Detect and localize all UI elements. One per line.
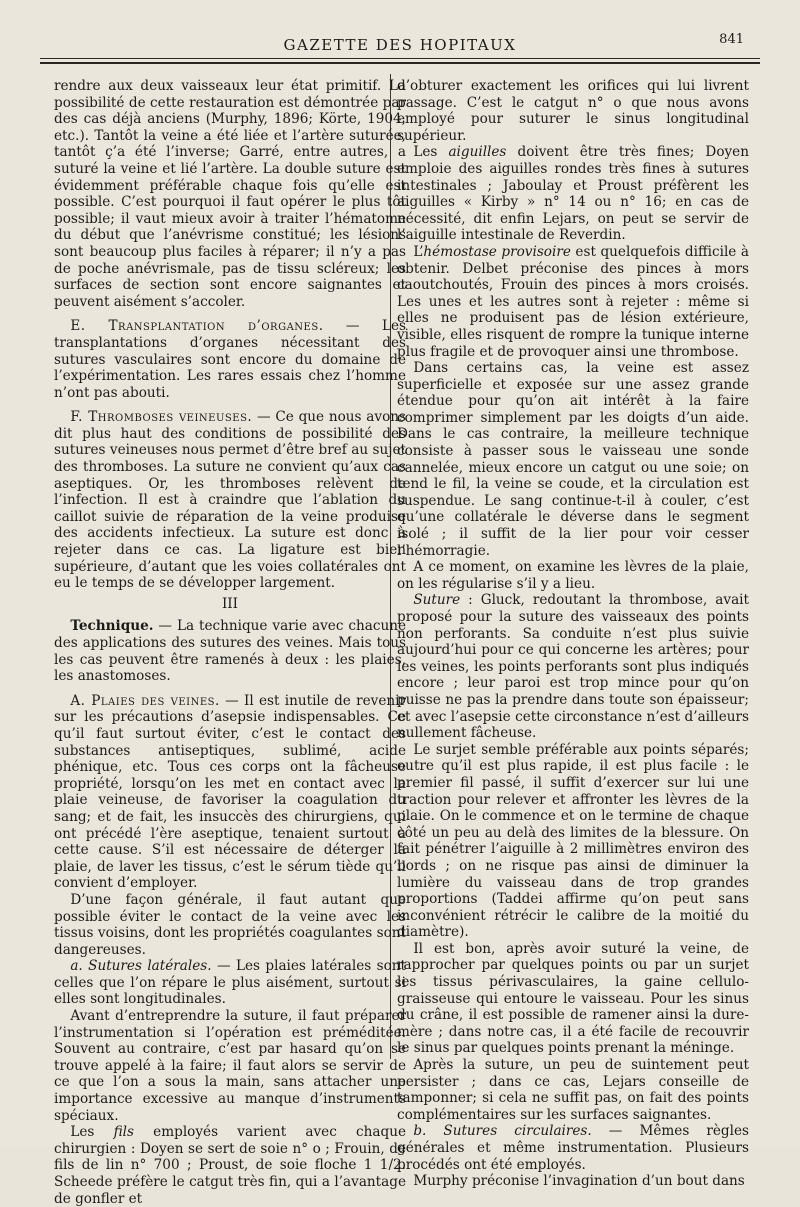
paragraph-text: — La technique varie avec chacune des applications des sutures des veines. Mais tous les cas peuvent être ramenés à deux : les plaies, les anastomoses. [54,618,406,685]
paragraph: Avant d’entreprendre la suture, il faut préparer l’instrumentation si l’opération est préméditée. Souvent au contraire, c’est par hasard qu’on se trouve appelé à la faire; il faut alors se servir de ce que l’on a sous la main, sans attacher une importance excessive au manque d’instruments spéciaux. [54,1008,406,1124]
page-header [0,30,800,60]
paragraph: Il est bon, après avoir suturé la veine, de rapprocher par quelques points ou par un surjet les tissus périvasculaires, la gaine cellulo-graisseuse qui entoure le vaisseau. Pour les sinus du crâne, il est possible de ramener ainsi la dure-mère ; dans notre cas, il a été facile de recouvrir le sinus par quelques points prenant la méninge. [397,940,749,1057]
emphasis: aiguilles [448,144,507,161]
paragraph-text: employés varient avec chaque chirurgien : Doyen se sert de soie n° o ; Frouin, de fils de lin n° 700 ; Proust, de soie floche 1 1/2. Scheede préfère le catgut très fin, qui a l’avantage de gonfler et [54,1124,406,1207]
paragraph-text: L’ [413,243,424,260]
paragraph-hemostase [397,244,749,360]
journal-title: GAZETTE DES HOPITAUX [283,36,517,54]
paragraph: Dans certains cas, la veine est assez superficielle et exposée sur une assez grande étendue pour qu’on ait intérêt à la faire comprimer simplement par les doigts d’un aide. Dans le cas contraire, la meilleure technique consiste à passer sous le vaisseau une sonde cannelée, mieux encore un catgut ou une soie; on tend le fil, la veine se coude, et la circulation est suspendue. Le sang continue-t-il à couler, c’est qu’une collatérale le déverse dans le segment isolé ; il suffit de la lier pour voir cesser l’hémorragie. [397,360,749,559]
paragraph-technique [54,618,406,684]
paragraph-transplantation [54,318,406,401]
paragraph: A ce moment, on examine les lèvres de la plaie, on les régularise s’il y a lieu. [397,559,749,592]
section-heading: F. Thromboses veineuses. [70,409,253,426]
header-rule-thin [40,58,760,59]
section-number: III [221,595,239,612]
section-heading: Technique. [70,618,154,635]
section-heading: E. Transplantation d’organes. [70,318,324,335]
emphasis: hémostase provisoire [423,243,571,260]
paragraph-thromboses [54,409,406,592]
paragraph: rendre aux deux vaisseaux leur état primitif. La possibilité de cette restauration est démontrée par des cas déjà anciens (Murphy, 1896; Körte, 1904, etc.). Tantôt la veine a été liée et l’artère suturée, tantôt ç’a été l’inverse; Garré, entre autres, a suturé la veine et lié l’artère. La double suture est évidemment préférable chaque fois qu’elle est possible. C’est pourquoi il faut opérer le plus tôt possible; il vaut mieux avoir à traiter l’hématome du début que l’anévrisme constitué; les lésions sont beaucoup plus faciles à réparer; il n’y a pas de poche anévrismale, pas de tissu scléreux; les surfaces de section sont encore saignantes et peuvent aisément s’accoler. [54,78,406,310]
subsection-heading: a. Sutures latérales. [70,958,212,975]
paragraph-text: — Ce que nous avons dit plus haut des conditions de possibilité des sutures veineuses nous permet d’être bref au sujet des thromboses. La suture ne convient qu’aux cas aseptiques. Or, les thromboses relèvent de l’infection. Il est à craindre que l’ablation du caillot suivie de réparation de la veine produise des accidents infectieux. La suture est donc à rejeter dans ce cas. La ligature est bien supérieure, d’autant que les voies collatérales ont eu le temps de se développer largement. [54,409,406,592]
emphasis: fils [113,1124,134,1141]
left-column [54,78,406,1207]
paragraph-text: Les [70,1124,114,1141]
paragraph-fils [54,1124,406,1207]
paragraph-text: — Il est inutile de revenir sur les précautions d’asepsie indispensables. Ce qu’il faut surtout éviter, c’est le contact des substances antiseptiques, sublimé, acide phénique, etc. Tous ces corps ont la fâcheuse propriété, lorsqu’on les met en contact avec la plaie veineuse, de favoriser la coagulation du sang; et de fait, les insuccès des chirurgiens, qui ont précédé l’ère aseptique, tenaient surtout à cette cause. S’il est nécessaire de déterger la plaie, de laver les tissus, c’est le sérum tiède qu’il convient d’employer. [54,692,406,892]
subsection-heading: b. Sutures circulaires. [413,1123,592,1140]
paragraph: D’une façon générale, il faut autant que possible éviter le contact de la veine avec les tissus voisins, dont les propriétés coagulantes sont dangereuses. [54,891,406,958]
section-heading: A. Plaies des veines. [70,692,220,709]
paragraph-suture [397,592,749,741]
header-rule-thick [40,62,760,64]
paragraph-plaies [54,693,406,892]
paragraph: Après la suture, un peu de suintement peut persister ; dans ce cas, Lejars conseille de tamponner; si cela ne suffit pas, on fait des points complémentaires sur les surfaces saignantes. [397,1057,749,1123]
paragraph: Le surjet semble préférable aux points séparés; outre qu’il est plus rapide, il est plus facile : le premier fil passé, il suffit d’exercer sur lui une traction pour relever et affronter les lèvres de la plaie. On le commence et on le termine de chaque côté un peu au delà des limites de la blessure. On fait pénétrer l’aiguille à 2 millimètres environ des bords ; on ne risque pas ainsi de diminuer la lumière du vaisseau dans de trop grandes proportions (Taddei affirme qu’on peut sans inconvénient rétrécir le calibre de la moitié du diamètre). [397,741,749,941]
paragraph-text: — Mêmes règles générales et même instrumentation. Plusieurs procédés ont été employés. [397,1123,750,1173]
paragraph-text: Les [413,144,449,161]
page-number: 841 [719,32,744,47]
paragraph-text: — Les transplantations d’organes nécessitant des sutures vasculaires sont encore du domaine de l’expérimentation. Les rares essais chez l’homme n’ont pas abouti. [54,318,406,401]
right-column [397,78,749,1190]
paragraph: Murphy préconise l’invagination d’un bout dans [413,1173,745,1190]
paragraph-sutures-circulaires [397,1123,749,1173]
paragraph-text: est quelquefois difficile à obtenir. Delbet préconise des pinces à mors caoutchoutés, Frouin des pinces à mors croisés. Les unes et les autres sont à rejeter : même si elles ne produisent pas de lésion extérieure, visible, elles risquent de rompre la tunique interne plus fragile et de provoquer ainsi une thrombose. [397,243,749,360]
paragraph-aiguilles [397,144,749,244]
paragraph-text: : Gluck, redoutant la thrombose, avait proposé pour la suture des vaisseaux des points non perforants. Sa conduite n’est plus suivie aujourd’hui pour ce qui concerne les artères; pour les veines, les points perforants sont plus indiqués encore ; leur paroi est trop mince pour qu’on puisse ne pas la prendre dans toute son épaisseur; et avec l’asepsie cette circonstance n’est d’ailleurs nullement fâcheuse. [397,592,749,742]
paragraph: d’obturer exactement les orifices qui lui livrent passage. C’est le catgut n° o que nous avons employé pour suturer le sinus longitudinal supérieur. [397,78,749,144]
paragraph-text: doivent être très fines; Doyen emploie des aiguilles rondes très fines à sutures intestinales ; Jaboulay et Proust préfèrent les aiguilles « Kirby » n° 14 ou n° 16; en cas de nécessité, dit enfin Lejars, on peut se servir de l’aiguille intestinale de Reverdin. [397,144,749,244]
emphasis: Suture [413,592,461,609]
paragraph-text: — Les plaies latérales sont celles que l’on répare le plus aisément, surtout si elles sont longitudinales. [54,958,407,1008]
paragraph-sutures-laterales [54,958,406,1008]
